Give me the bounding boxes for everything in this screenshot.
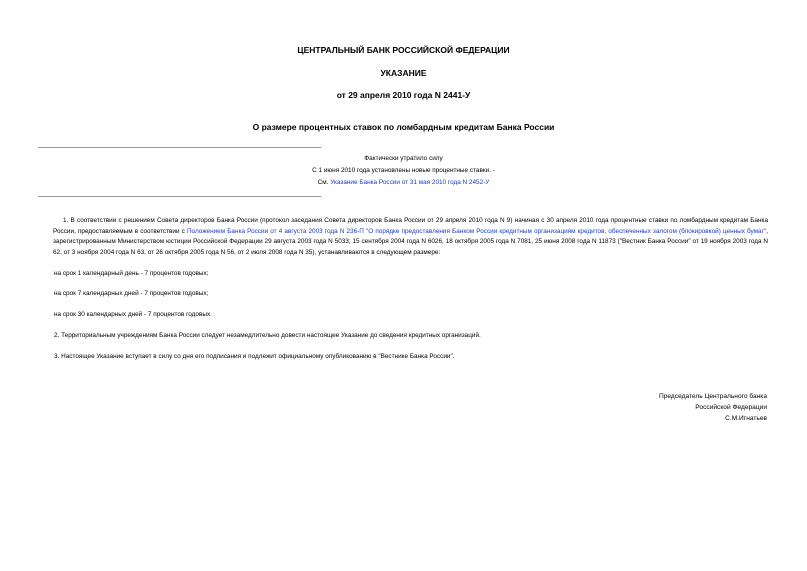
organization-title: ЦЕНТРАЛЬНЫЙ БАНК РОССИЙСКОЙ ФЕДЕРАЦИИ — [297, 45, 510, 55]
paragraph-2: 2. Территориальным учреждениям Банка России следует незамедлительно довести настоящее Указание до сведения кредитных организаций. — [54, 332, 481, 339]
rate-item-30-days: на срок 30 календарных дней - 7 процентов годовых. — [54, 311, 212, 318]
document-date: от 29 апреля 2010 года N 2441-У — [336, 90, 471, 100]
signature-organization: Российской Федерации — [695, 404, 767, 411]
paragraph-3: 3. Настоящее Указание вступает в силу со дня его подписания и подлежит официальному опубликованию в "Вестнике Банка России". — [54, 353, 455, 360]
rate-item-7-days: на срок 7 календарных дней - 7 процентов годовых; — [54, 290, 209, 297]
signature-name: С.М.Игнатьев — [725, 415, 767, 422]
rate-item-1-day: на срок 1 календарный день - 7 процентов годовых; — [54, 270, 209, 277]
superseding-decree-link[interactable]: Указание Банка России от 31 мая 2010 года N 2452-У — [330, 179, 490, 186]
status-note-line-1: Фактически утратило силу — [364, 155, 443, 162]
regulation-236-p-link[interactable]: Положением Банка России от 4 августа 2003 года N 236-П "О порядке предоставления Банком России кредитным организациям кредитов, обеспеченных залогом (блокировкой) ценных бумаг" — [186, 227, 767, 235]
paragraph-1-text-b: , зарегистрированным Министерством юстиции Российской Федерации 29 августа 2003 года N 5033; 15 сентября 2004 года N 6026, 18 октября 2005 года N 7081, 25 июня 2008 года N 11873 ("Вестник Банка России" от 19 ноября 2003 года N 62, от 3 ноября 2004 года N 63, от 26 октября 2005 года N 56, от 2 июля 2008 года N 35), устанавливаются в следующем размере: — [53, 227, 768, 256]
divider-top — [38, 147, 321, 148]
paragraph-1 — [53, 216, 768, 258]
signature-position: Председатель Центрального банка — [659, 393, 767, 400]
divider-bottom — [38, 196, 321, 197]
document-type: УКАЗАНИЕ — [380, 68, 427, 78]
paragraph-1-text-a: 1. В соответствии с решением Совета директоров Банка России (протокол заседания Совета директоров Банка России от 29 апреля 2010 года N 9) начиная с 30 апреля 2010 года процентные ставки по ломбардным кредитам Банка России, предоставляемым в соответствии с — [53, 217, 768, 235]
status-note-line-3 — [0, 178, 807, 188]
status-note-line-2: С 1 июня 2010 года установлены новые процентные ставки. - — [312, 167, 495, 174]
status-note-prefix: См. — [317, 179, 331, 186]
document-subject: О размере процентных ставок по ломбардным кредитам Банка России — [252, 122, 555, 132]
